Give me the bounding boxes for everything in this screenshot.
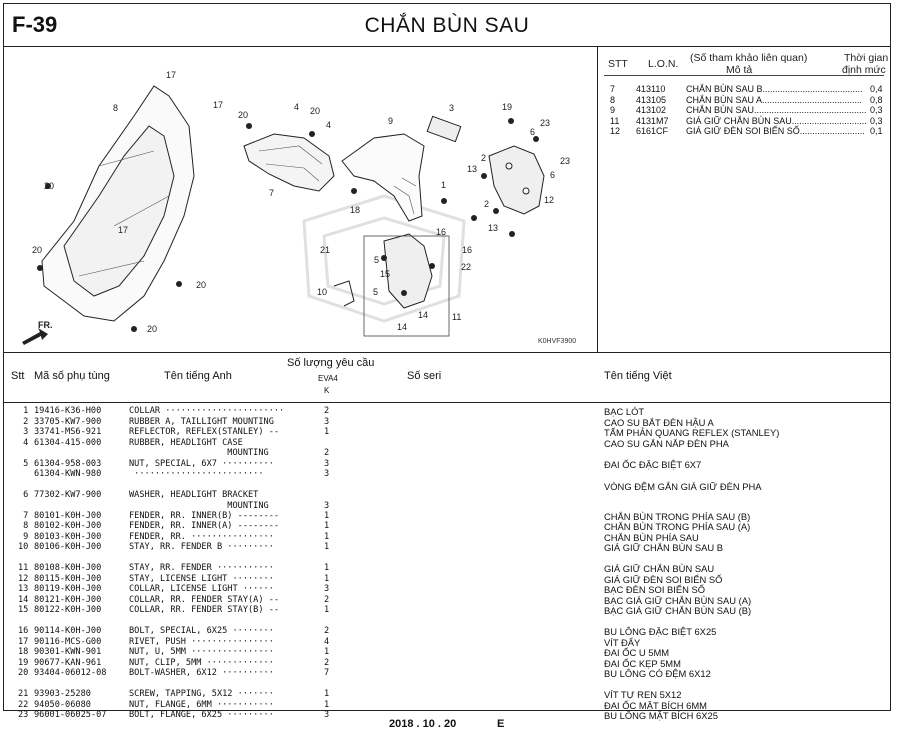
part-vi: BẠC GIÁ GIỮ CHẮN BÙN SAU (A) — [604, 594, 752, 606]
callout: 2 — [484, 199, 490, 209]
part-stt: 2 — [18, 416, 29, 427]
part-11-rr-fender-stay — [384, 234, 432, 308]
part-en: RIVET, PUSH ················ — [129, 636, 274, 647]
part-vi: CHẮN BÙN TRONG PHÍA SAU (A) — [604, 521, 751, 532]
callout: 2 — [481, 153, 487, 163]
labor-time: 0,3 — [870, 115, 883, 126]
part-vi: VÍT TỰ REN 5X12 — [604, 689, 682, 700]
part-stt: 9 — [18, 531, 29, 542]
part-part: 80101-K0H-J00 — [34, 511, 102, 521]
table-row — [4, 584, 890, 595]
callout: 4 — [326, 120, 332, 130]
part-en: COLLAR, RR. FENDER STAY(A) -- — [129, 594, 280, 605]
callout: 18 — [350, 205, 361, 215]
part-vi: ĐAI ỐC KẸP 5MM — [604, 657, 681, 669]
parts-list-header — [4, 353, 890, 403]
part-en: NUT, SPECIAL, 6X7 ·········· — [129, 458, 274, 469]
part-en: STAY, RR. FENDER ··········· — [129, 563, 274, 573]
part-qty: 2 — [324, 448, 330, 458]
part-en: BOLT, SPECIAL, 6X25 ········ — [129, 626, 274, 636]
part-part: 77302-KW7-900 — [34, 490, 102, 500]
part-stt: 3 — [18, 427, 29, 437]
part-en: NUT, FLANGE, 6MM ··········· — [129, 699, 274, 710]
callout: 21 — [320, 245, 331, 255]
labor-row — [598, 95, 890, 106]
part-stt: 21 — [18, 689, 29, 699]
part-stt: 7 — [18, 511, 29, 521]
part-vi: BU LÔNG CÓ ĐỆM 6X12 — [604, 668, 711, 679]
part-part: 90116-MCS-G00 — [34, 636, 102, 647]
page-title: CHẮN BÙN SAU — [364, 14, 530, 37]
exploded-diagram — [4, 46, 598, 353]
callout: 22 — [461, 262, 472, 272]
table-row — [4, 647, 890, 658]
part-qty: 2 — [324, 626, 330, 636]
part-stt: 19 — [18, 657, 29, 668]
part-stt: 6 — [18, 490, 29, 500]
part-qty: 1 — [324, 689, 330, 699]
table-row — [4, 448, 890, 459]
part-en: MOUNTING — [129, 448, 269, 458]
table-row — [4, 427, 890, 438]
part-vi: BU LÔNG MẶT BÍCH 6X25 — [604, 710, 718, 721]
callout: 12 — [544, 195, 555, 205]
table-row — [4, 490, 890, 501]
front-label: FR. — [38, 320, 53, 330]
labor-desc: CHẮN BÙN SAU B........................................ — [686, 84, 863, 94]
col-stt: STT — [608, 58, 628, 70]
labor-time: 0,4 — [870, 84, 883, 94]
part-part: 80115-K0H-J00 — [34, 573, 102, 584]
part-vi: CAO SU GẮN NẮP ĐÈN PHA — [604, 437, 729, 449]
part-en: NUT, U, 5MM ················ — [129, 647, 274, 657]
labor-time: 0,8 — [870, 94, 883, 105]
labor-row — [598, 116, 890, 127]
part-vi: BU LÔNG ĐẶC BIỆT 6X25 — [604, 626, 717, 637]
part-part: 33741-MS6-921 — [34, 427, 102, 437]
col-model: EVA4 — [318, 374, 338, 383]
part-qty: 1 — [324, 511, 330, 521]
labor-time: 0,3 — [870, 105, 883, 115]
part-part: 93903-25280 — [34, 689, 91, 699]
part-stt: 10 — [18, 542, 29, 552]
callout: 20 — [310, 106, 321, 116]
part-en: BOLT, FLANGE, 6X25 ········· — [129, 710, 274, 720]
col-name-vi: Tên tiếng Việt — [604, 370, 672, 382]
labor-row — [598, 105, 890, 116]
part-vi: BẠC GIÁ GIỮ CHẮN BÙN SAU (B) — [604, 605, 752, 616]
section-code: F-39 — [12, 12, 58, 37]
part-qty: 2 — [324, 594, 330, 605]
part-stt: 23 — [18, 710, 29, 720]
part-en: REFLECTOR, REFLEX(STANLEY) -- — [129, 427, 280, 437]
callout: 14 — [418, 310, 429, 320]
part-stt: 1 — [18, 406, 29, 416]
part-part: 80122-K0H-J00 — [34, 605, 102, 615]
table-row — [4, 658, 890, 669]
part-stt: 11 — [18, 563, 29, 573]
front-arrow-icon — [22, 320, 53, 345]
labor-desc: GIÁ GIỮ CHẮN BÙN SAU.............................. — [686, 115, 867, 126]
part-en: FENDER, RR. INNER(A) -------- — [129, 521, 280, 531]
col-qty: Số lượng yêu cầu — [287, 357, 375, 369]
part-en: ························· — [129, 469, 264, 479]
diagram-code: K0HVF3900 — [538, 338, 577, 345]
part-qty: 3 — [324, 584, 330, 594]
part-en: RUBBER, HEADLIGHT CASE — [129, 437, 243, 448]
labor-desc: GIÁ GIỮ ĐÈN SOI BIỂN SỐ.......................... — [686, 126, 865, 136]
part-part: 80121-K0H-J00 — [34, 594, 102, 605]
part-en: WASHER, HEADLIGHT BRACKET — [129, 490, 259, 500]
callout: 6 — [550, 170, 556, 180]
callout: 17 — [166, 70, 177, 80]
part-stt: 14 — [18, 594, 29, 605]
part-part: 90301-KWN-901 — [34, 647, 102, 657]
part-vi: ĐAI ỐC U 5MM — [604, 647, 670, 658]
part-qty: 1 — [324, 647, 330, 657]
callout: 9 — [388, 116, 394, 126]
callout: 14 — [397, 322, 408, 332]
part-vi: TẤM PHẢN QUANG REFLEX (STANLEY) — [604, 427, 780, 438]
callout: 11 — [452, 312, 462, 322]
part-en: COLLAR, LICENSE LIGHT ······ — [129, 584, 274, 594]
labor-stt: 7 — [610, 84, 616, 94]
table-row — [4, 563, 890, 574]
labor-desc: CHẮN BÙN SAU A........................................ — [686, 94, 863, 105]
callout: 5 — [373, 287, 379, 297]
table-row — [4, 469, 890, 480]
col-desc-top: (Số tham khảo liên quan) — [690, 52, 808, 64]
callout: 23 — [540, 118, 551, 128]
part-part: 61304-415-000 — [34, 437, 102, 448]
labor-lon: 413105 — [636, 94, 667, 105]
table-row — [4, 521, 890, 532]
part-qty: 3 — [324, 710, 330, 720]
labor-row — [598, 84, 890, 95]
callout: 20 — [44, 181, 55, 191]
callout: 10 — [317, 287, 328, 297]
labor-lon: 6161CF — [636, 126, 669, 136]
part-vi: ĐAI ỐC ĐẶC BIỆT 6X7 — [604, 458, 702, 470]
footer-date: 2018 . 10 . 20 — [389, 718, 457, 730]
callout: 19 — [502, 102, 513, 112]
labor-lon: 413102 — [636, 105, 667, 115]
callout: 5 — [374, 255, 380, 265]
part-vi: CHẮN BÙN PHÍA SAU — [604, 531, 699, 543]
callout: 16 — [436, 227, 447, 237]
col-name-en: Tên tiếng Anh — [164, 370, 232, 382]
footer-letter: E — [497, 718, 505, 730]
part-qty: 7 — [324, 668, 330, 678]
part-part: 80108-K0H-J00 — [34, 563, 102, 573]
part-stt: 22 — [18, 699, 29, 710]
part-qty: 1 — [324, 699, 330, 710]
part-en: COLLAR ······················· — [129, 406, 285, 416]
callout: 17 — [118, 225, 129, 235]
table-row — [4, 626, 890, 637]
table-row — [4, 700, 890, 711]
callout: 15 — [380, 269, 391, 279]
table-row — [4, 668, 890, 679]
col-desc-bottom: Mô tả — [726, 64, 753, 76]
col-lon: L.O.N. — [648, 58, 679, 70]
part-vi: VÒNG ĐỆM GẮN GIÁ GIỮ ĐÈN PHA — [604, 480, 762, 492]
callout: 13 — [467, 164, 478, 174]
part-vi: BẠC LÓT — [604, 406, 645, 417]
col-serial: Số seri — [407, 370, 442, 382]
part-vi: VÍT ĐẨY — [604, 636, 641, 648]
part-vi: BẠC ĐÈN SOI BIỂN SỐ — [604, 584, 706, 595]
parts-list — [4, 402, 890, 721]
part-qty: 3 — [324, 458, 330, 469]
labor-row — [598, 126, 890, 137]
labor-stt: 8 — [610, 94, 616, 105]
callout: 20 — [238, 110, 249, 120]
callout: 1 — [441, 180, 447, 190]
col-time-top: Thời gian — [844, 52, 889, 64]
part-part: 61304-958-003 — [34, 458, 102, 469]
part-vi: CAO SU BẮT ĐÈN HẬU A — [604, 416, 714, 428]
part-part: 80106-K0H-J00 — [34, 542, 102, 552]
part-vi: GIÁ GIỮ ĐÈN SOI BIỂN SỐ — [604, 573, 723, 585]
header-divider — [604, 75, 884, 76]
part-vi: GIÁ GIỮ CHẮN BÙN SAU — [604, 563, 715, 574]
table-row — [4, 679, 890, 690]
callout: 3 — [449, 103, 455, 113]
callout: 6 — [530, 127, 536, 137]
part-vi: CHẮN BÙN TRONG PHÍA SAU (B) — [604, 511, 751, 522]
table-row — [4, 459, 890, 470]
labor-desc: CHẮN BÙN SAU............................................. — [686, 105, 867, 115]
part-qty: 1 — [324, 605, 330, 615]
part-en: SCREW, TAPPING, 5X12 ······· — [129, 689, 274, 699]
part-stt: 17 — [18, 636, 29, 647]
part-stt: 18 — [18, 647, 29, 657]
part-qty: 1 — [324, 563, 330, 573]
part-en: FENDER, RR. ················ — [129, 531, 274, 542]
table-row — [4, 501, 890, 512]
part-7-inner-fender-b — [244, 134, 334, 191]
part-stt: 16 — [18, 626, 29, 636]
part-qty: 1 — [324, 542, 330, 552]
callout: 23 — [560, 156, 571, 166]
diagram-drawing — [4, 46, 598, 353]
part-part: 93404-06012-08 — [34, 668, 107, 678]
table-row — [4, 616, 890, 627]
part-en: STAY, RR. FENDER B ········· — [129, 542, 274, 552]
part-en: STAY, LICENSE LIGHT ········ — [129, 573, 274, 584]
col-part-no: Mã số phụ tùng — [34, 370, 110, 382]
table-row — [4, 417, 890, 428]
part-qty: 1 — [324, 521, 330, 531]
part-stt: 15 — [18, 605, 29, 615]
part-qty: 4 — [324, 636, 330, 647]
part-vi: ĐAI ỐC MẶT BÍCH 6MM — [604, 699, 707, 711]
part-en: NUT, CLIP, 5MM ············· — [129, 657, 274, 668]
callout: 4 — [294, 102, 300, 112]
part-en: MOUNTING — [129, 500, 269, 511]
part-stt: 8 — [18, 521, 29, 531]
callout: 20 — [32, 245, 43, 255]
labor-time: 0,1 — [870, 126, 883, 136]
labor-stt: 12 — [610, 126, 621, 136]
part-stt: 12 — [18, 573, 29, 584]
callout: 8 — [113, 103, 119, 113]
part-stt: 4 — [18, 437, 29, 448]
part-en: RUBBER A, TAILLIGHT MOUNTING — [129, 416, 274, 427]
part-part: 80119-K0H-J00 — [34, 584, 102, 594]
callout: 20 — [147, 324, 158, 334]
labor-lon: 4131M7 — [636, 115, 669, 126]
part-8-inner-fender-a — [42, 86, 194, 321]
callout: 17 — [213, 100, 224, 110]
page-frame — [3, 3, 891, 721]
part-qty: 2 — [324, 406, 330, 416]
table-row — [4, 438, 890, 449]
part-en: BOLT-WASHER, 6X12 ·········· — [129, 668, 274, 678]
part-3-reflector — [427, 116, 461, 141]
col-model-k: K — [324, 386, 330, 395]
part-stt: 13 — [18, 584, 29, 594]
part-qty: 3 — [324, 500, 330, 511]
part-part: 61304-KWN-980 — [34, 469, 102, 479]
table-row — [4, 553, 890, 564]
part-part: 80103-K0H-J00 — [34, 531, 102, 542]
part-qty: 3 — [324, 416, 330, 427]
labor-stt: 9 — [610, 105, 616, 115]
callout: 16 — [462, 245, 473, 255]
part-part: 90677-KAN-961 — [34, 657, 102, 668]
labor-stt: 11 — [610, 115, 620, 126]
part-part: 94050-06080 — [34, 699, 91, 710]
part-12-license-light-stay — [489, 146, 544, 214]
part-qty: 1 — [324, 427, 330, 437]
part-qty: 1 — [324, 531, 330, 542]
table-row — [4, 595, 890, 606]
part-qty: 3 — [324, 469, 330, 479]
table-row — [4, 689, 890, 700]
labor-time-table — [598, 46, 890, 353]
col-time-bottom: định mức — [842, 64, 886, 76]
part-part: 19416-K36-H00 — [34, 406, 102, 416]
page-header — [4, 4, 890, 47]
part-part: 33705-KW7-900 — [34, 416, 102, 427]
callout: 20 — [196, 280, 207, 290]
table-row — [4, 574, 890, 585]
table-row — [4, 637, 890, 648]
part-qty: 1 — [324, 573, 330, 584]
callout: 13 — [488, 223, 499, 233]
part-part: 90114-K0H-J00 — [34, 626, 102, 636]
part-stt: 20 — [18, 668, 29, 678]
part-en: FENDER, RR. INNER(B) -------- — [129, 511, 280, 521]
col-stt: Stt — [11, 370, 25, 382]
table-row — [4, 406, 890, 417]
part-part: 96001-06025-07 — [34, 710, 107, 720]
part-stt: 5 — [18, 458, 29, 469]
part-vi: GIÁ GIỮ CHẮN BÙN SAU B — [604, 542, 723, 553]
table-row — [4, 542, 890, 553]
table-row — [4, 532, 890, 543]
callout: 7 — [269, 188, 275, 198]
part-en: COLLAR, RR. FENDER STAY(B) -- — [129, 605, 280, 615]
part-qty: 2 — [324, 657, 330, 668]
part-part: 80102-K0H-J00 — [34, 521, 102, 531]
table-row — [4, 605, 890, 616]
labor-lon: 413110 — [636, 84, 666, 94]
